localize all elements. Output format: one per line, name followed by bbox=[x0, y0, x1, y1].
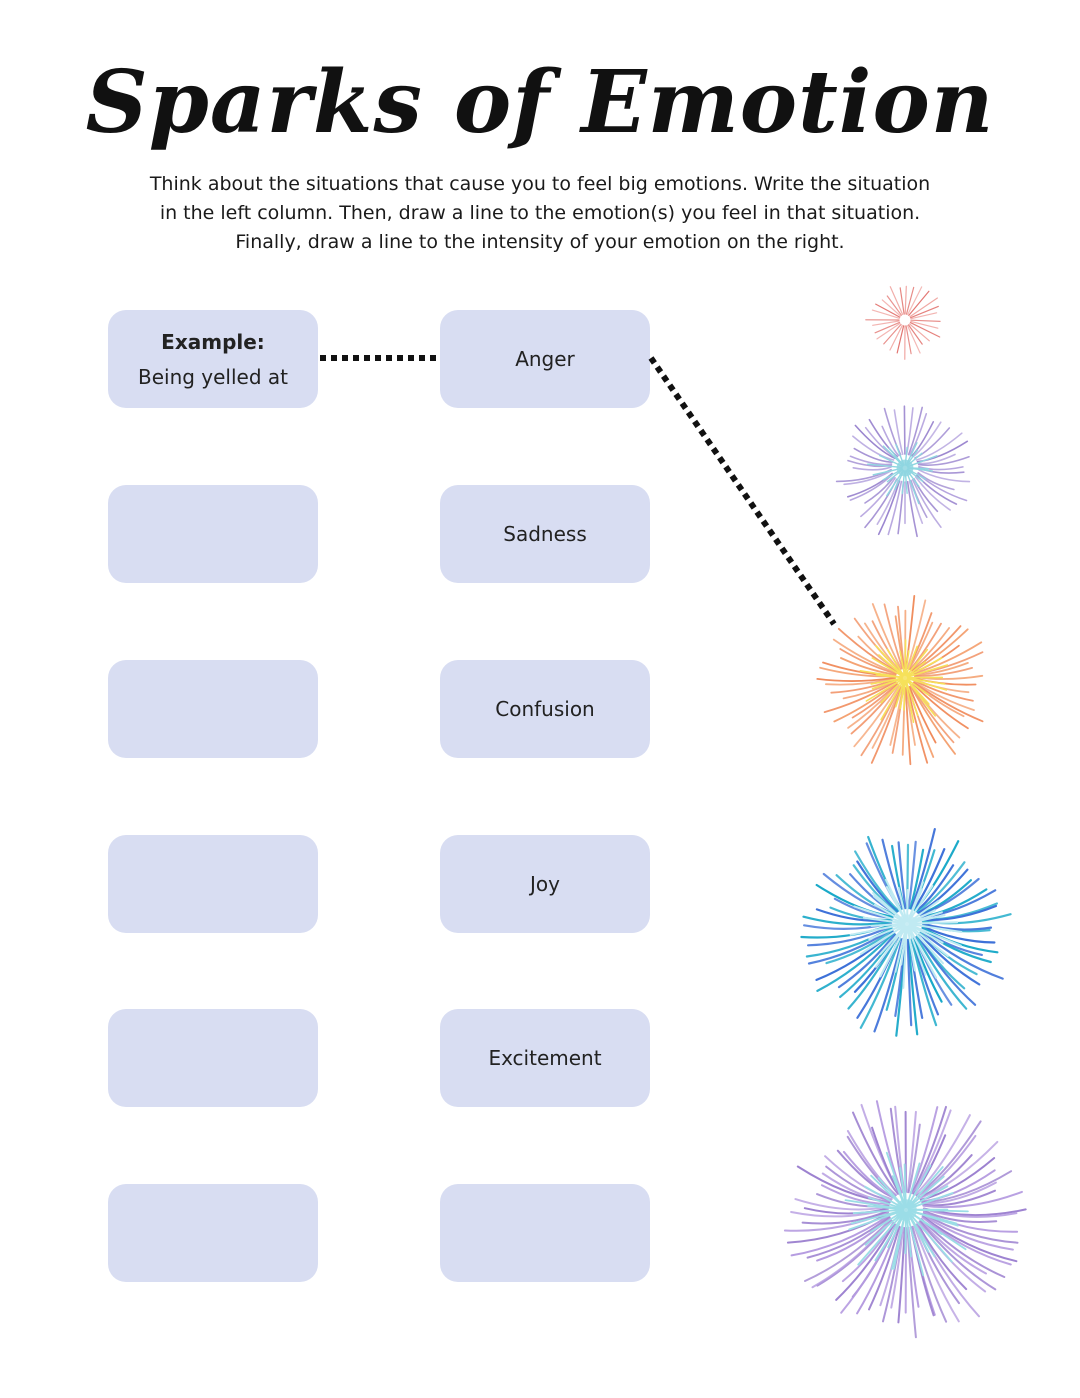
firework-core-ray bbox=[910, 922, 957, 923]
emotion-box-blank[interactable] bbox=[440, 1184, 650, 1282]
situation-box-example bbox=[108, 310, 318, 408]
situation-box-4[interactable] bbox=[108, 835, 318, 933]
firework-ray bbox=[853, 1113, 898, 1194]
emotion-label: Confusion bbox=[495, 697, 595, 721]
emotion-box-joy bbox=[440, 835, 650, 933]
firework-ray bbox=[904, 406, 905, 454]
emotion-label: Joy bbox=[530, 872, 560, 896]
emotion-label: Anger bbox=[515, 347, 575, 371]
example-situation: Being yelled at bbox=[137, 365, 289, 389]
firework-core bbox=[897, 460, 914, 477]
anger-to-intensity-line bbox=[651, 358, 834, 624]
page-title: Sparks of Emotion bbox=[85, 52, 995, 153]
firework-ray bbox=[911, 320, 940, 321]
instructions-text: Think about the situations that cause you to feel big emotions. Write the situation in the left column. Then, draw a line to the emotion(s) you feel in that situation. Finally, draw a line to the intensity of your emotion on the right. bbox=[149, 173, 931, 253]
situation-box-2[interactable] bbox=[108, 485, 318, 583]
firework-core bbox=[901, 316, 908, 323]
firework-ray bbox=[905, 286, 906, 314]
firework-core bbox=[895, 1199, 917, 1221]
situation-box-6[interactable] bbox=[108, 1184, 318, 1282]
firework-ray bbox=[853, 436, 894, 460]
situation-box-3[interactable] bbox=[108, 660, 318, 758]
firework-core-ray bbox=[909, 1210, 968, 1212]
firework-ray bbox=[894, 410, 902, 454]
firework-ray bbox=[853, 467, 891, 470]
emotion-box-confusion bbox=[440, 660, 650, 758]
emotion-box-anger bbox=[440, 310, 650, 408]
large-firework-icon bbox=[797, 812, 1017, 1037]
small-firework-icon bbox=[833, 393, 977, 543]
emotion-label: Sadness bbox=[503, 522, 587, 546]
firework-core bbox=[899, 672, 911, 684]
emotion-box-sadness bbox=[440, 485, 650, 583]
huge-firework-icon bbox=[781, 1080, 1031, 1340]
firework-ray bbox=[906, 326, 911, 354]
emotion-box-excitement bbox=[440, 1009, 650, 1107]
example-heading: Example: bbox=[161, 330, 265, 354]
emotion-label: Excitement bbox=[488, 1046, 602, 1070]
medium-firework-icon bbox=[815, 588, 995, 768]
tiny-firework-icon bbox=[863, 278, 947, 362]
situation-box-5[interactable] bbox=[108, 1009, 318, 1107]
firework-core bbox=[897, 914, 916, 933]
